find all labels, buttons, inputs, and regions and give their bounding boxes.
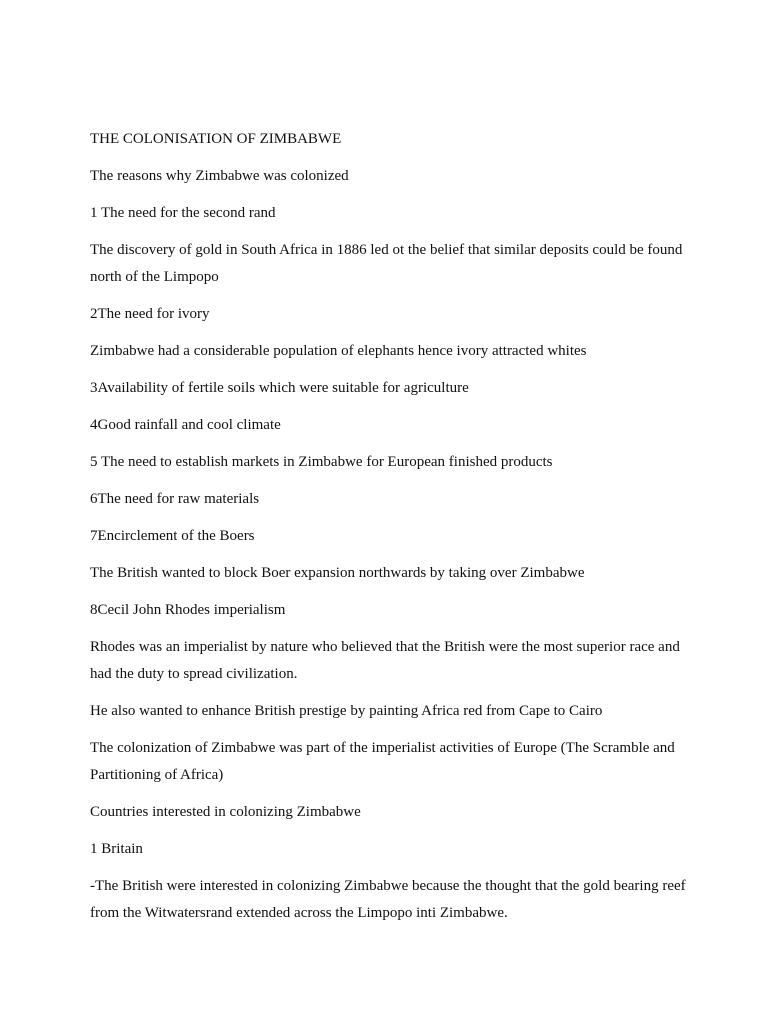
paragraph-reason-8-heading: 8Cecil John Rhodes imperialism bbox=[90, 602, 286, 618]
paragraph-reason-1-heading: 1 The need for the second rand bbox=[90, 205, 276, 221]
paragraph-britain-text: -The British were interested in colonizing Zimbabwe because the thought that the gold bearing reef from the Witwatersrand extended across the Limpopo inti Zimbabwe. bbox=[90, 878, 686, 921]
paragraph-british-prestige: He also wanted to enhance British prestige by painting Africa red from Cape to Cairo bbox=[90, 703, 603, 719]
paragraph-reason-1-text: The discovery of gold in South Africa in 1886 led ot the belief that similar deposits could be found north of the Limpopo bbox=[90, 242, 683, 285]
paragraph-reason-5: 5 The need to establish markets in Zimbabwe for European finished products bbox=[90, 454, 553, 470]
document-body bbox=[90, 126, 690, 937]
paragraph-countries-heading: Countries interested in colonizing Zimbabwe bbox=[90, 804, 361, 820]
paragraph-reason-7-text: The British wanted to block Boer expansion northwards by taking over Zimbabwe bbox=[90, 565, 585, 581]
paragraph-reason-7-heading: 7Encirclement of the Boers bbox=[90, 528, 255, 544]
paragraph-britain-heading: 1 Britain bbox=[90, 841, 143, 857]
paragraph-reason-2-text: Zimbabwe had a considerable population of elephants hence ivory attracted whites bbox=[90, 343, 587, 359]
paragraph-reason-3: 3Availability of fertile soils which were suitable for agriculture bbox=[90, 380, 469, 396]
paragraph-reason-6: 6The need for raw materials bbox=[90, 491, 260, 507]
paragraph-reason-2-heading: 2The need for ivory bbox=[90, 306, 210, 322]
document-title: THE COLONISATION OF ZIMBABWE bbox=[90, 131, 342, 147]
paragraph-rhodes-text: Rhodes was an imperialist by nature who believed that the British were the most superior race and had the duty to spread civilization. bbox=[90, 639, 680, 682]
paragraph-reason-4: 4Good rainfall and cool climate bbox=[90, 417, 281, 433]
paragraph-scramble: The colonization of Zimbabwe was part of the imperialist activities of Europe (The Scramble and Partitioning of Africa) bbox=[90, 740, 675, 783]
paragraph-subtitle: The reasons why Zimbabwe was colonized bbox=[90, 168, 349, 184]
